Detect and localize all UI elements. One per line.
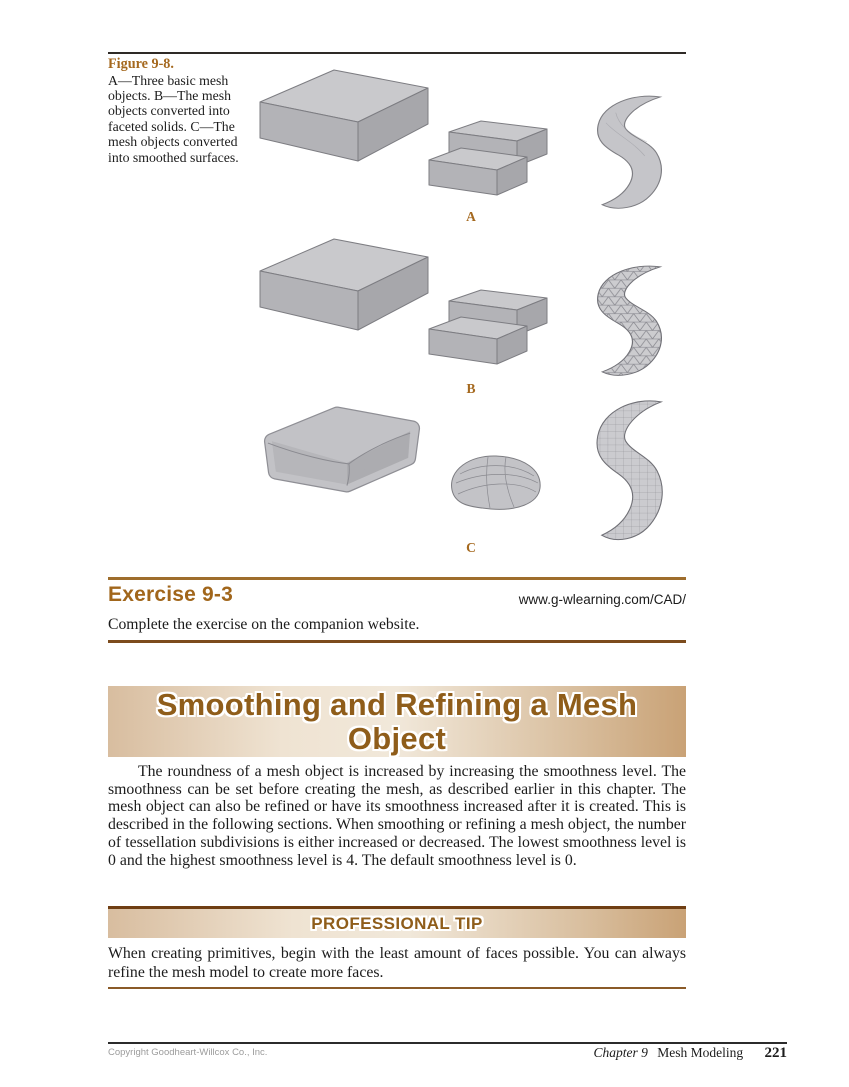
exercise-url: www.g-wlearning.com/CAD/ — [518, 592, 686, 607]
figure-caption-label: Figure 9-8. — [108, 56, 174, 72]
figure-caption — [108, 57, 250, 165]
section-heading: Smoothing and Refining a Mesh Object — [156, 686, 638, 756]
protip-banner — [108, 909, 686, 938]
protip-title: PROFESSIONAL TIP — [311, 913, 483, 933]
protip-bottom-rule — [108, 987, 686, 989]
figure-top-rule — [108, 52, 686, 54]
mesh-steps-graphic-a — [427, 110, 557, 198]
exercise-top-rule — [108, 577, 686, 580]
faceted-curve-graphic-b — [577, 263, 669, 378]
smoothed-curve-graphic-c — [576, 397, 670, 543]
footer-copyright: Copyright Goodheart-Willcox Co., Inc. — [108, 1047, 268, 1058]
exercise-body: Complete the exercise on the companion website. — [108, 616, 420, 633]
protip-body: When creating primitives, begin with the least amount of faces possible. You can always refine the mesh model to create more faces. — [108, 945, 686, 981]
footer-page-number: 221 — [764, 1045, 787, 1061]
mesh-curve-graphic-a — [577, 93, 669, 211]
footer-rule — [108, 1042, 787, 1044]
footer-chapter-info — [593, 1045, 787, 1062]
figure-label-b: B — [466, 381, 476, 396]
section-heading-banner — [108, 686, 686, 757]
figure-caption-text: A—Three basic mesh objects. B—The mesh objects converted into faceted solids. C—The mesh objects converted into smoothed surfaces. — [108, 72, 239, 165]
footer-chapter-title: Mesh Modeling — [657, 1045, 744, 1060]
mesh-box-graphic-b — [258, 233, 430, 333]
mesh-steps-graphic-b — [427, 279, 557, 367]
mesh-box-graphic-a — [258, 64, 430, 164]
exercise-bottom-rule — [108, 640, 686, 643]
smoothed-box-graphic-c — [260, 401, 426, 497]
figure-label-a: A — [466, 209, 476, 224]
figure-label-c: C — [466, 540, 476, 555]
exercise-title: Exercise 9-3 — [108, 583, 233, 606]
smoothed-blob-graphic-c — [446, 450, 546, 514]
section-paragraph: The roundness of a mesh object is increased by increasing the smoothness level. The smoothness can be set before creating the mesh, as described earlier in this chapter. The mesh object can also be refined or have its smoothness increased after it is created. This is described in the following sections. When smoothing or refining a mesh object, the number of tessellation subdivisions is either increased or decreased. The lowest smoothness level is 0 and the highest smoothness level is 4. The default smoothness level is 0. — [108, 763, 686, 869]
footer-chapter-number: Chapter 9 — [593, 1045, 648, 1060]
